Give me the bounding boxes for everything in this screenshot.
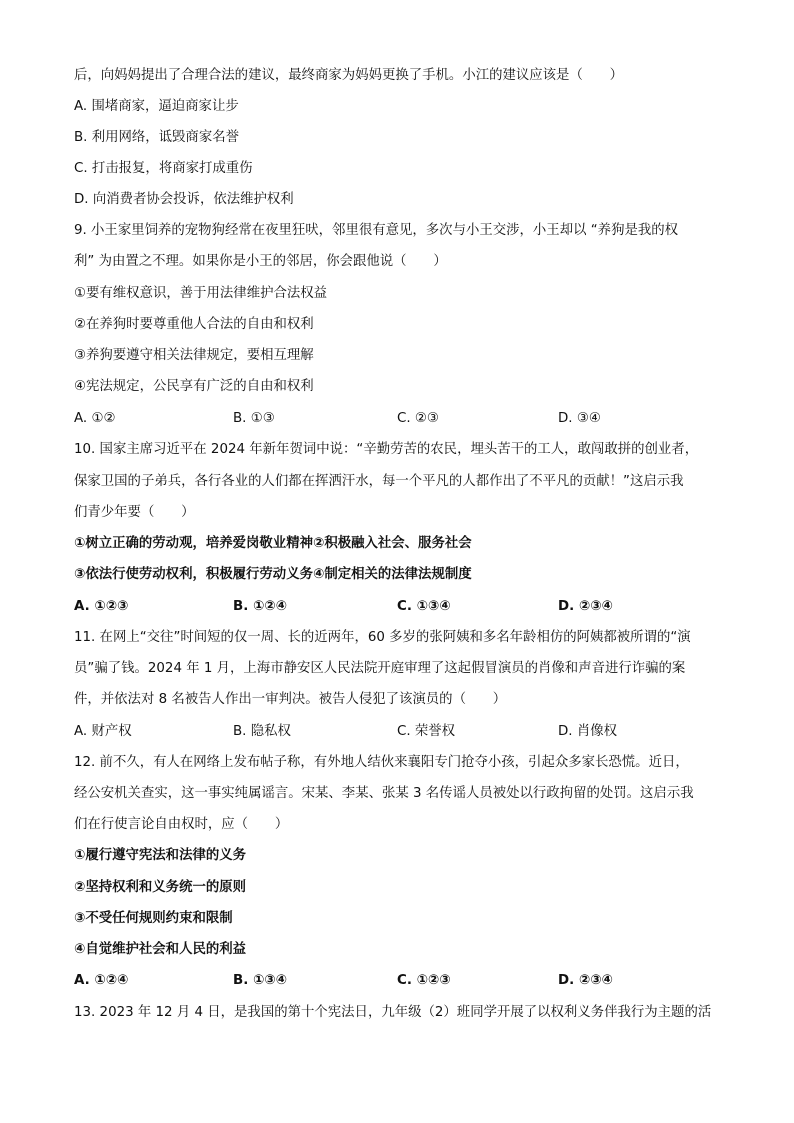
- q8-option-b: B. 利用网络，诋毁商家名誉: [74, 130, 239, 145]
- q9-choice-c: C. ②③: [397, 411, 439, 426]
- q12-choice-d: D. ②③④: [558, 973, 613, 988]
- q11-stem-line1: 11. 在网上“交往”时间短的仅一周、长的近两年，60 多岁的张阿姨和多名年龄相仿的阿姨都被所谓的“演: [74, 630, 691, 645]
- q12-stem-line2: 经公安机关查实，这一事实纯属谣言。宋某、李某、张某 3 名传谣人员被处以行政拘留的处罚。这启示我: [74, 786, 694, 801]
- q9-statement-1: ①要有维权意识，善于用法律维护合法权益: [74, 286, 328, 301]
- q12-stem-line3: 们在行使言论自由权时，应（ ）: [74, 817, 289, 832]
- q9-choice-a: A. ①②: [74, 411, 116, 426]
- q12-statement-4: ④自觉维护社会和人民的利益: [74, 942, 247, 957]
- q8-option-c: C. 打击报复，将商家打成重伤: [74, 161, 253, 176]
- q8-option-a: A. 围堵商家，逼迫商家让步: [74, 99, 239, 114]
- q11-choice-a: A. 财产权: [74, 724, 132, 739]
- q10-statements-3-4: ③依法行使劳动权利，积极履行劳动义务④制定相关的法律法规制度: [74, 567, 472, 582]
- q9-statement-4: ④宪法规定，公民享有广泛的自由和权利: [74, 379, 314, 394]
- q11-choice-b: B. 隐私权: [233, 724, 291, 739]
- q8-option-d: D. 向消费者协会投诉，依法维护权利: [74, 192, 294, 207]
- q9-statement-3: ③养狗要遵守相关法律规定，要相互理解: [74, 348, 314, 363]
- q11-choice-c: C. 荣誉权: [397, 724, 456, 739]
- q9-statement-2: ②在养狗时要尊重他人合法的自由和权利: [74, 317, 314, 332]
- q12-choice-b: B. ①③④: [233, 973, 287, 988]
- q12-statement-1: ①履行遵守宪法和法律的义务: [74, 848, 247, 863]
- q13-stem-line1: 13. 2023 年 12 月 4 日，是我国的第十个宪法日，九年级（2）班同学开展了以权利义务伴我行为主题的活: [74, 1005, 712, 1020]
- q12-stem-line1: 12. 前不久，有人在网络上发布帖子称，有外地人结伙来襄阳专门抢夺小孩，引起众多家长恐慌。近日，: [74, 755, 689, 770]
- q11-stem-line2: 员”骗了钱。2024 年 1 月，上海市静安区人民法院开庭审理了这起假冒演员的肖像和声音进行诈骗的案: [74, 661, 686, 676]
- q11-stem-line3: 件，并依法对 8 名被告人作出一审判决。被告人侵犯了该演员的（ ）: [74, 692, 507, 707]
- q12-statement-2: ②坚持权利和义务统一的原则: [74, 880, 247, 895]
- q9-choice-d: D. ③④: [558, 411, 601, 426]
- q10-choice-d: D. ②③④: [558, 599, 613, 614]
- q12-choice-a: A. ①②④: [74, 973, 129, 988]
- q12-choice-c: C. ①②③: [397, 973, 451, 988]
- q10-choice-b: B. ①②④: [233, 599, 287, 614]
- q8-stem-end: 后，向妈妈提出了合理合法的建议，最终商家为妈妈更换了手机。小江的建议应该是（ ）: [74, 68, 624, 83]
- q10-statements-1-2: ①树立正确的劳动观，培养爱岗敬业精神②积极融入社会、服务社会: [74, 536, 472, 551]
- q12-statement-3: ③不受任何规则约束和限制: [74, 911, 233, 926]
- q10-choice-c: C. ①③④: [397, 599, 451, 614]
- q10-stem-line2: 保家卫国的子弟兵，各行各业的人们都在挥洒汗水，每一个平凡的人都作出了不平凡的贡献！”这启示我: [74, 474, 684, 489]
- q10-choice-a: A. ①②③: [74, 599, 129, 614]
- q11-choice-d: D. 肖像权: [558, 724, 617, 739]
- q10-stem-line3: 们青少年要（ ）: [74, 505, 195, 520]
- q9-choice-b: B. ①③: [233, 411, 275, 426]
- q10-stem-line1: 10. 国家主席习近平在 2024 年新年贺词中说：“辛勤劳苦的农民，埋头苦干的工人，敢闯敢拼的创业者，: [74, 442, 699, 457]
- q9-stem-line1: 9. 小王家里饲养的宠物狗经常在夜里狂吠，邻里很有意见，多次与小王交涉，小王却以 “养狗是我的权: [74, 223, 679, 238]
- q9-stem-line2: 利” 为由置之不理。如果你是小王的邻居，你会跟他说（ ）: [74, 254, 447, 269]
